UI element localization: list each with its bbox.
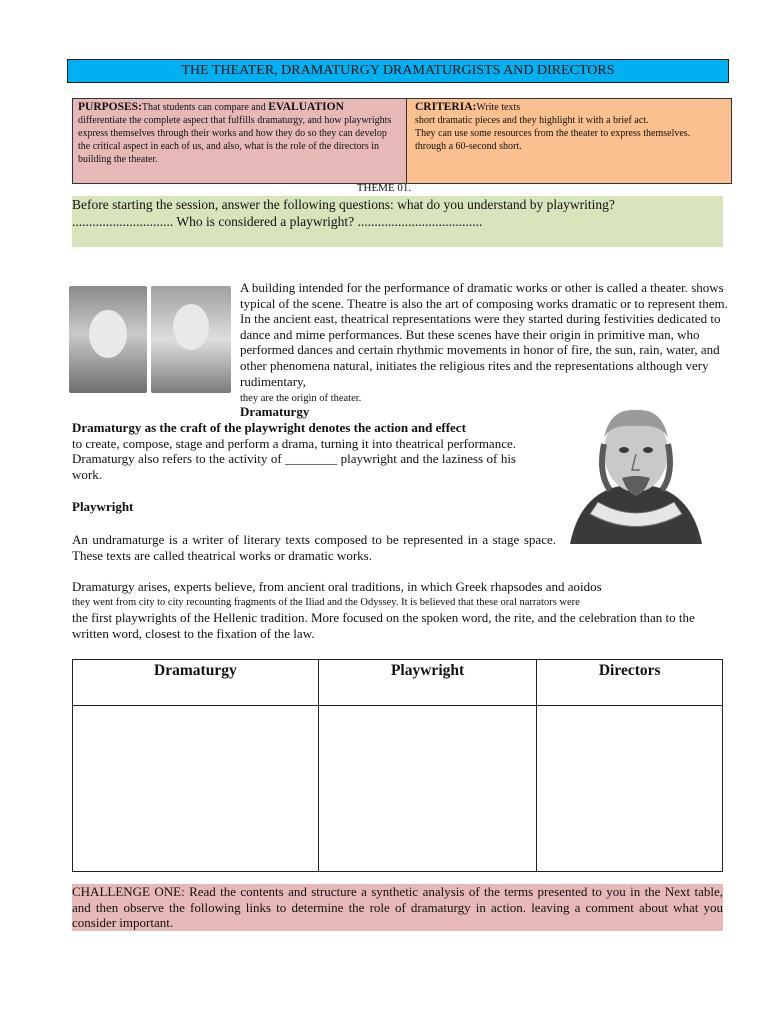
table-cell-dramaturgy[interactable] <box>73 706 319 872</box>
purposes-line1: That students can compare and <box>141 102 266 113</box>
criteria-label: CRITERIA: <box>415 101 477 113</box>
purposes-text: differentiate the complete aspect that fulfills dramaturgy, and how playwrights express themselves through their works and how they do so they can develop the critical aspect in each of us, and also, what is the role of the directors in building the theater. <box>78 115 392 165</box>
shakespeare-portrait <box>550 394 722 544</box>
actress-photo-1 <box>69 286 147 393</box>
questions-box <box>72 196 723 247</box>
table-header-playwright: Playwright <box>318 660 537 706</box>
origins-section <box>72 579 722 641</box>
actress-photo-2 <box>151 286 231 393</box>
page-title: THE THEATER, DRAMATURGY DRAMATURGISTS AND DIRECTORS <box>67 59 729 83</box>
table-header-dramaturgy: Dramaturgy <box>73 660 319 706</box>
criteria-panel <box>407 99 731 183</box>
origins-line1: Dramaturgy arises, experts believe, from ancient oral traditions, in which Greek rhapsodes and aoidos <box>72 579 602 594</box>
playwright-heading: Playwright <box>72 499 134 514</box>
theater-intro-tail: they are the origin of theater. <box>240 393 362 405</box>
analysis-table <box>72 659 723 872</box>
question-2: .............................. Who is considered a playwright? ..................................... <box>72 214 483 229</box>
theater-intro-text: A building intended for the performance of dramatic works or other is called a theater. shows typical of the scene. Theatre is also the art of composing works dramatic or to represent them. In the ancient east, theatrical representations were they started during festivities dedicated to dance and mime performances. But these scenes have their origin in primitive man, who performed dances and certain rhythmic movements in honor of fire, the sun, rain, water, and other phenomena natural, initiates the religious rites and the representations although very rudimentary, <box>240 280 728 389</box>
playwright-text: An undramaturge is a writer of literary texts composed to be represented in a stage space. These texts are called theatrical works or dramatic works. <box>72 532 556 563</box>
criteria-line1: Write texts <box>476 102 521 113</box>
dramaturgy-definition: Dramaturgy as the craft of the playwright denotes the action and effect <box>72 420 466 435</box>
theater-intro <box>240 280 728 407</box>
question-1: Before starting the session, answer the following questions: what do you understand by playwriting? <box>72 197 615 212</box>
table-header-row <box>73 660 723 706</box>
dramaturgy-section <box>72 420 516 482</box>
criteria-line4: through a 60-second short. <box>415 141 522 152</box>
dramaturgy-heading: Dramaturgy <box>240 404 310 419</box>
theme-label: THEME 01. <box>356 182 412 194</box>
criteria-line2: short dramatic pieces and they highlight it with a brief act. <box>415 115 649 126</box>
dramaturgy-text: to create, compose, stage and perform a drama, turning it into theatrical performance. Dramaturgy also refers to the activity of ________ playwright and the laziness of his work. <box>72 435 516 482</box>
purposes-label: PURPOSES: <box>78 101 142 113</box>
table-cell-playwright[interactable] <box>318 706 537 872</box>
table-row <box>73 706 723 872</box>
table-header-directors: Directors <box>537 660 723 706</box>
origins-line2: they went from city to city recounting fragments of the Iliad and the Odyssey. It is believed that these oral narrators were <box>72 596 580 608</box>
purposes-panel <box>73 99 407 183</box>
challenge-box: CHALLENGE ONE: Read the contents and structure a synthetic analysis of the terms presented to you in the Next table, and then observe the following links to determine the role of dramaturgy in action. leaving a comment about what you consider important. <box>72 884 723 931</box>
origins-line3: the first playwrights of the Hellenic tradition. More focused on the spoken word, the rite, and the celebration than to the written word, closest to the fixation of the law. <box>72 610 695 641</box>
criteria-line3: They can use some resources from the theater to express themselves. <box>415 128 691 139</box>
objectives-box <box>72 98 732 184</box>
table-cell-directors[interactable] <box>537 706 723 872</box>
evaluation-label: EVALUATION <box>268 101 344 113</box>
